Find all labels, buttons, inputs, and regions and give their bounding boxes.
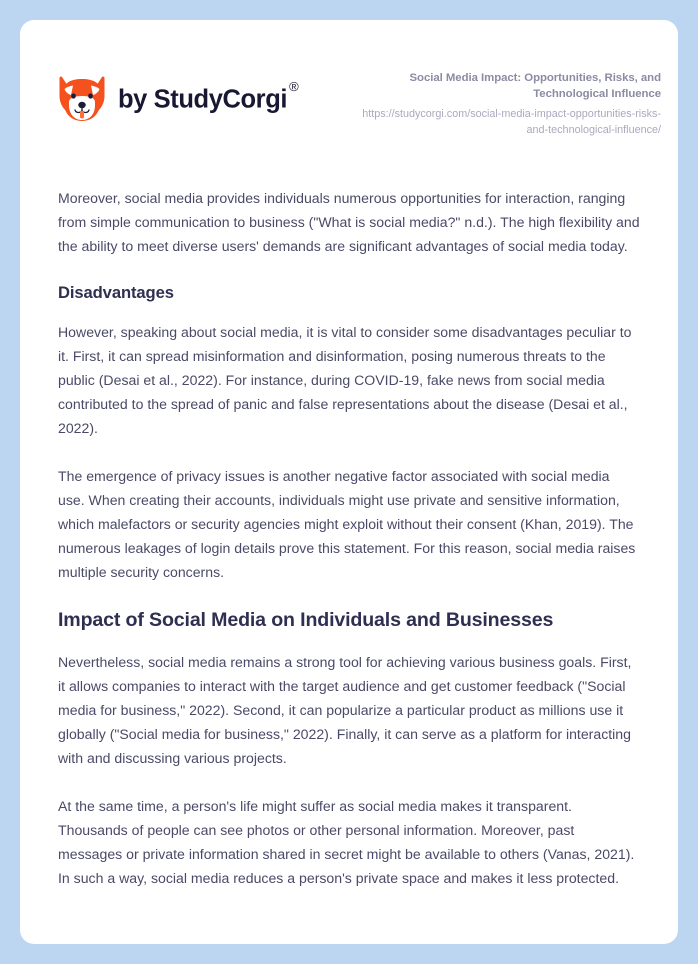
- paragraph: However, speaking about social media, it is vital to consider some disadvantages peculiar to it. First, it can spread misinformation and disinformation, posing numerous threats to the public (Desai et al., 2022). For instance, during COVID-19, fake news from social media contributed to the spread of panic and false representations about the disease (Desai et al., 2022).: [58, 324, 632, 437]
- brand-logo-group[interactable]: [58, 69, 299, 124]
- document-card: [20, 20, 678, 944]
- header-meta-group: [361, 69, 661, 139]
- content-block: [58, 608, 640, 889]
- section-heading-disadvantages: Disadvantages: [58, 282, 174, 302]
- content-block: [58, 282, 640, 585]
- paragraph: Nevertheless, social media remains a strong tool for achieving various business goals. First, it allows companies to interact with the target audience and get customer feedback ("Social media for business," 2022). Second, it can popularize a particular product as millions use it globally ("Social media for business," 2022). Finally, it can serve as a platform for interacting with and discussing various projects.: [58, 653, 632, 766]
- document-header: [20, 20, 678, 139]
- document-source-url[interactable]: https://studycorgi.com/social-media-impact-opportunities-risks-and-technological-influence/: [362, 108, 661, 137]
- document-title: Social Media Impact: Opportunities, Risks, and Technological Influence: [409, 72, 661, 101]
- brand-name-text: by StudyCorgi: [118, 85, 288, 114]
- registered-trademark-icon: ®: [289, 79, 299, 94]
- section-heading-impact: Impact of Social Media on Individuals and Businesses: [58, 609, 554, 632]
- corgi-face-logo-icon: [58, 74, 106, 124]
- paragraph: Moreover, social media provides individuals numerous opportunities for interaction, ranging from simple communication to business ("What is social media?" n.d.). The high flexibility and the ability to meet diverse users' demands are significant advantages of social media today.: [58, 189, 640, 254]
- content-block: [58, 186, 640, 258]
- paragraph: At the same time, a person's life might suffer as social media makes it transparent. Thousands of people can see photos or other personal information. Moreover, past messages or private information shared in secret might be available to others (Vanas, 2021). In such a way, social media reduces a person's private space and makes it less protected.: [58, 797, 635, 886]
- article-body: [20, 186, 678, 890]
- paragraph: The emergence of privacy issues is another negative factor associated with social media use. When creating their accounts, individuals might use private and sensitive information, which malefactors or security agencies might exploit without their consent (Khan, 2019). The numerous leakages of login details prove this statement. For this reason, social media raises multiple security concerns.: [58, 468, 636, 581]
- brand-name: [118, 79, 299, 114]
